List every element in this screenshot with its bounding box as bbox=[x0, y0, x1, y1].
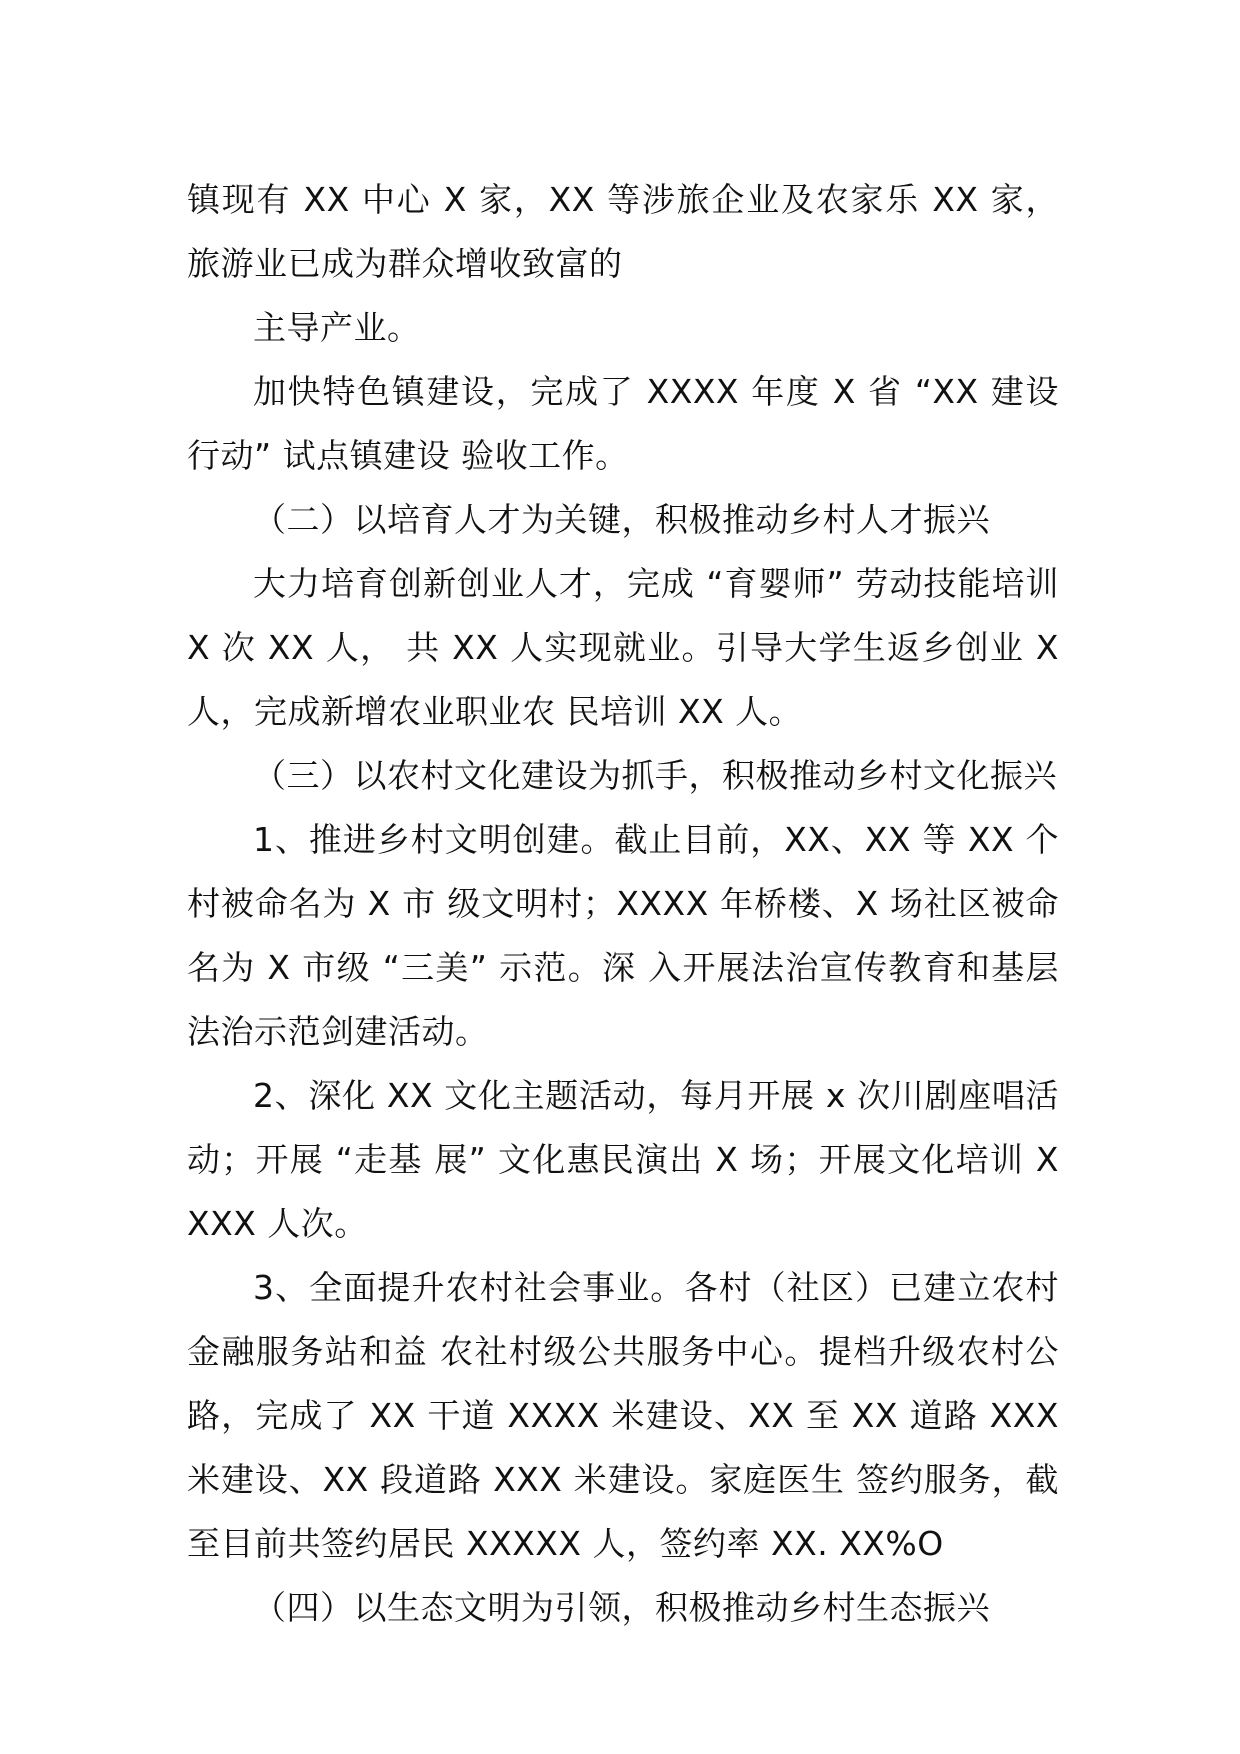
paragraph-talent-training: 大力培育创新创业人才，完成 “育婴师” 劳动技能培训 X 次 XX 人， 共 XX 人实现就业。引导大学生返乡创业 X 人，完成新增农业职业农 民培训 XX 人。 bbox=[187, 564, 1059, 731]
document-body bbox=[187, 168, 1059, 1640]
paragraph-cultural-activities: 2、深化 XX 文化主题活动，每月开展 x 次川剧座唱活动；开展 “走基 展” 文化惠民演出 X 场；开展文化培训 XXXX 人次。 bbox=[187, 1076, 1059, 1243]
paragraph-social-services: 3、全面提升农村社会事业。各村（社区）已建立农村金融服务站和益 农社村级公共服务中心。提档升级农村公路，完成了 XX 干道 XXXX 米建设、XX 至 XX 道路 XXX 米建设、XX 段道路 XXX 米建设。家庭医生 签约服务，截至目前共签约居民 XXXXX 人，签约率 XX. XX%O bbox=[187, 1268, 1059, 1563]
section-heading-ecology: （四）以生态文明为引领，积极推动乡村生态振兴 bbox=[253, 1588, 990, 1627]
paragraph-leading-industry: 主导产业。 bbox=[253, 308, 421, 347]
paragraph-civilization: 1、推进乡村文明创建。截止目前，XX、XX 等 XX 个村被命名为 X 市 级文明村；XXXX 年桥楼、X 场社区被命名为 X 市级 “三美” 示范。深 入开展法治宣传教育和基层法治示范剑建活动。 bbox=[187, 820, 1059, 1051]
section-heading-talent: （二）以培育人才为关键，积极推动乡村人才振兴 bbox=[253, 500, 990, 539]
paragraph-characteristic-town: 加快特色镇建设，完成了 XXXX 年度 X 省 “XX 建设行动” 试点镇建设 验收工作。 bbox=[187, 372, 1059, 475]
section-heading-culture: （三）以农村文化建设为抓手，积极推动乡村文化振兴 bbox=[253, 756, 1057, 795]
paragraph-tourism: 镇现有 XX 中心 X 家，XX 等涉旅企业及农家乐 XX 家，旅游业已成为群众增收致富的 bbox=[187, 180, 1059, 283]
